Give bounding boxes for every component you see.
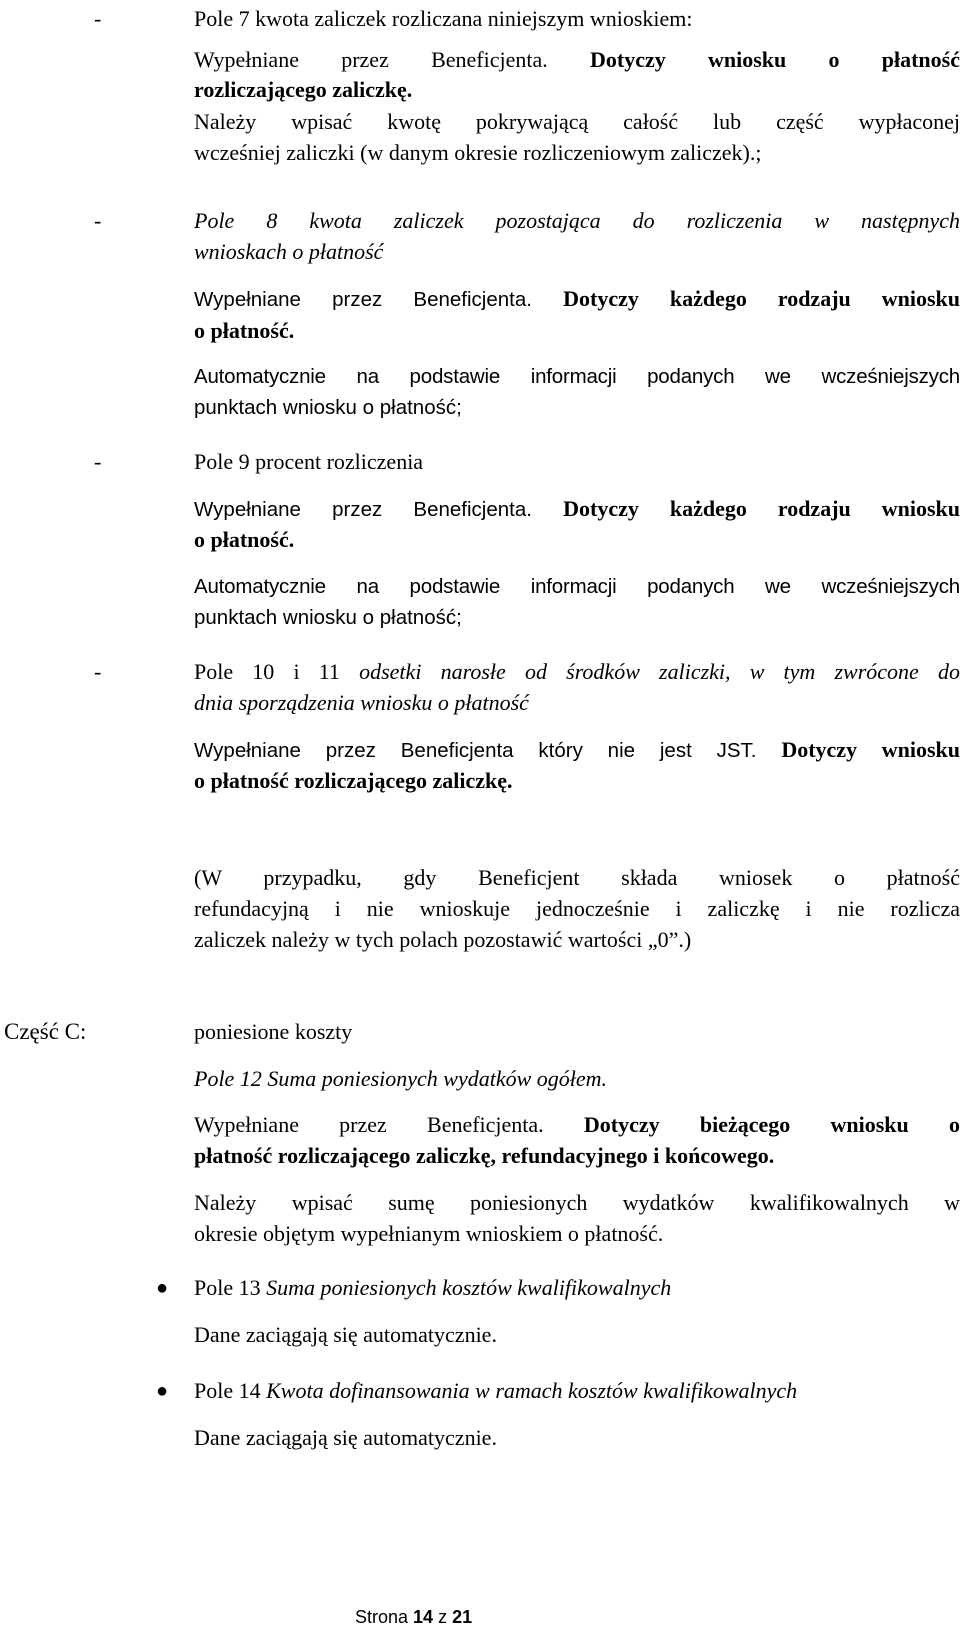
note-line-3: zaliczek należy w tych polach pozostawić wartości „0”.) xyxy=(194,927,692,952)
page-total: 21 xyxy=(452,1607,473,1627)
pole-9-scope: o płatność. xyxy=(194,527,295,552)
list-dash: - xyxy=(94,6,102,31)
pole-7-desc-2: wcześniej zaliczki (w danym okresie rozliczeniowym zaliczek).; xyxy=(194,140,762,165)
pole-12-filled-line: Wypełniane przez Beneficjenta. Dotyczy bieżącego wniosku o xyxy=(194,1112,960,1137)
pole-7-scope: rozliczającego zaliczkę. xyxy=(194,77,413,102)
pole-7-filled-line: Wypełniane przez Beneficjenta. Dotyczy wniosku o płatność xyxy=(194,47,960,72)
part-c-label: Część C: xyxy=(4,1019,87,1044)
pole-10-title-1: Pole 10 i 11 odsetki narosłe od środków zaliczki, w tym zwrócone do xyxy=(194,659,960,684)
pole-9-desc-2: punktach wniosku o płatność; xyxy=(194,606,462,629)
pole-10-scope: o płatność rozliczającego zaliczkę. xyxy=(194,768,513,793)
pole-8-title-1: Pole 8 kwota zaliczek pozostająca do rozliczenia w następnych xyxy=(194,208,960,233)
bullet-icon: ● xyxy=(156,1277,169,1299)
note-line-1: (W przypadku, gdy Beneficjent składa wniosek o płatność xyxy=(194,865,960,890)
pole-14-title: Pole 14 Kwota dofinansowania w ramach kosztów kwalifikowalnych xyxy=(194,1378,798,1403)
pole-14-desc: Dane zaciągają się automatycznie. xyxy=(194,1425,497,1450)
part-c-title: poniesione koszty xyxy=(194,1019,353,1044)
note-line-2: refundacyjną i nie wnioskuje jednocześnie i zaliczkę i nie rozlicza xyxy=(194,896,960,921)
pole-8-filled-line: Wypełniane przez Beneficjenta. Dotyczy każdego rodzaju wniosku xyxy=(194,286,960,311)
page-number: 14 xyxy=(413,1607,434,1627)
pole-9-filled-line: Wypełniane przez Beneficjenta. Dotyczy każdego rodzaju wniosku xyxy=(194,496,960,521)
pole-8-desc-2: punktach wniosku o płatność; xyxy=(194,396,462,419)
bullet-icon: ● xyxy=(156,1380,169,1402)
pole-13-desc: Dane zaciągają się automatycznie. xyxy=(194,1322,497,1347)
pole-9-desc-1: Automatycznie na podstawie informacji podanych we wcześniejszych xyxy=(194,575,960,598)
list-dash: - xyxy=(94,208,102,233)
pole-9-title: Pole 9 procent rozliczenia xyxy=(194,449,424,474)
pole-12-scope: płatność rozliczającego zaliczkę, refundacyjnego i końcowego. xyxy=(194,1143,775,1168)
pole-13-title: Pole 13 Suma poniesionych kosztów kwalifikowalnych xyxy=(194,1275,672,1300)
pole-8-title-2: wnioskach o płatność xyxy=(194,239,384,264)
pole-7-title: Pole 7 kwota zaliczek rozliczana niniejszym wnioskiem: xyxy=(194,6,693,31)
pole-12-desc-2: okresie objętym wypełnianym wnioskiem o płatność. xyxy=(194,1221,664,1246)
list-dash: - xyxy=(94,449,102,474)
pole-7-desc-1: Należy wpisać kwotę pokrywającą całość lub część wypłaconej xyxy=(194,109,960,134)
pole-8-scope: o płatność. xyxy=(194,318,295,343)
pole-8-desc-1: Automatycznie na podstawie informacji podanych we wcześniejszych xyxy=(194,365,960,388)
pole-10-filled-line: Wypełniane przez Beneficjenta który nie jest JST. Dotyczy wniosku xyxy=(194,737,960,762)
pole-12-desc-1: Należy wpisać sumę poniesionych wydatków kwalifikowalnych w xyxy=(194,1190,960,1215)
page-footer: Strona 14 z 21 xyxy=(355,1607,473,1627)
list-dash: - xyxy=(94,659,102,684)
pole-12-title: Pole 12 Suma poniesionych wydatków ogółem. xyxy=(194,1066,608,1091)
pole-10-title-2: dnia sporządzenia wniosku o płatność xyxy=(194,690,529,715)
